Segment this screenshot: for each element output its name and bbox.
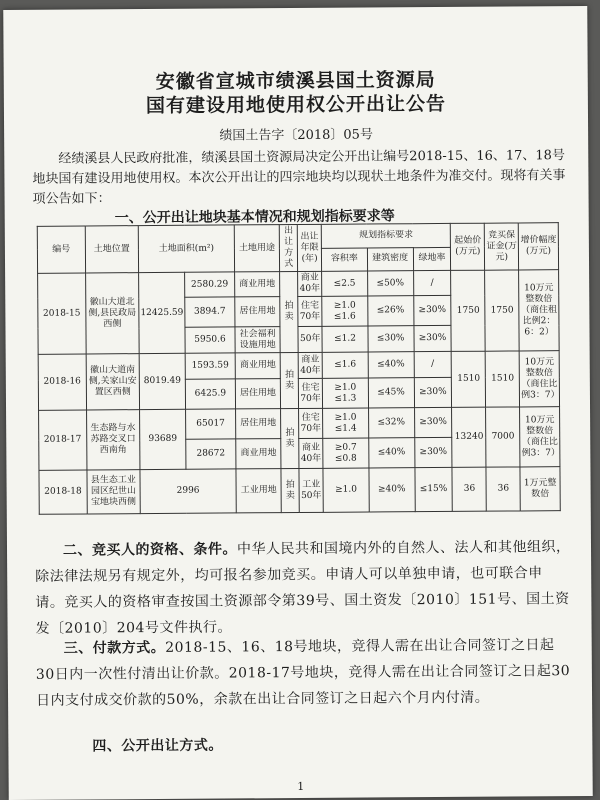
parcel-deposit: 1750 bbox=[485, 270, 519, 351]
sub-use: 居住用地 bbox=[235, 409, 281, 439]
header-row bbox=[37, 223, 558, 250]
parcel-id: 2018-17 bbox=[39, 410, 87, 470]
parcel-method: 拍卖 bbox=[280, 352, 298, 408]
sub-use: 居住用地 bbox=[235, 297, 281, 327]
sub-term: 工业50年 bbox=[299, 468, 323, 512]
parcel-increment: 10万元整数倍（商住租比例2：6：2） bbox=[519, 270, 559, 351]
section2 bbox=[35, 534, 572, 642]
sub-term: 住宅70年 bbox=[298, 296, 322, 326]
sub-green: ≥30% bbox=[413, 325, 451, 351]
sub-density: ≤40% bbox=[369, 438, 415, 468]
sub-use: 居住用地 bbox=[235, 379, 281, 409]
parcel-increment: 1万元整数倍 bbox=[520, 467, 560, 511]
parcel-increment: 10万元整数倍（商住比例3：7） bbox=[520, 407, 560, 467]
sub-density: ≤26% bbox=[368, 296, 414, 326]
sub-density: ≤40% bbox=[368, 352, 414, 378]
parcel-method: 拍卖 bbox=[280, 271, 298, 352]
sub-use: 商业用地 bbox=[236, 439, 282, 469]
sub-density: ≥40% bbox=[369, 468, 415, 512]
parcel-deposit: 1510 bbox=[485, 351, 519, 407]
sub-term: 商业40年 bbox=[298, 352, 322, 378]
sub-area: 28672 bbox=[186, 439, 236, 469]
sub-green: / bbox=[413, 270, 451, 295]
section4 bbox=[92, 730, 600, 760]
sub-green: / bbox=[414, 351, 452, 377]
document-number: 绩国土告字〔2018〕05号 bbox=[219, 127, 373, 144]
parcel-area-total: 8019.49 bbox=[139, 353, 185, 409]
sub-use: 商业用地 bbox=[234, 272, 280, 297]
parcel-location: 县生态工业园区纪世山宝地块西侧 bbox=[87, 470, 141, 514]
sub-far: ≥1.0 ≤1.4 bbox=[323, 408, 369, 438]
parcel-location: 徽山大道南侧,关家山安置区西侧 bbox=[86, 354, 140, 410]
page-number: 1 bbox=[297, 779, 305, 794]
sub-green: ≥30% bbox=[414, 407, 452, 437]
col-id: 编号 bbox=[37, 226, 85, 273]
section3-body: 2018-15、16、18号地块，竞得人需在出让合同签订之日起30日内一次性付清出让价款。2018-17号地块，竞得人需在出让合同签订之日起30日内支付成交价款的50%，余款在出让合同签订之日起六个月内付清。 bbox=[35, 637, 571, 709]
sub-area: 65017 bbox=[186, 409, 236, 439]
col-green: 绿地率 bbox=[413, 247, 451, 271]
sub-far: ≥0.7 ≤0.8 bbox=[323, 438, 369, 468]
col-plan: 规划指标要求 bbox=[321, 223, 450, 247]
sub-green: ≥30% bbox=[413, 295, 451, 325]
sub-use: 社会福利设施用地 bbox=[235, 327, 281, 353]
section1-title: 一、公开出让地块基本情况和规划指标要求等 bbox=[114, 208, 395, 227]
intro-paragraph: 经绩溪县人民政府批准，绩溪县国土资源局决定公开出让编号2018-15、16、17、18号地块国有建设用地使用权。本次公开出让的四宗地块均以现状土地条件为准交付。现将有关事项公告如下： bbox=[32, 148, 566, 207]
section2-heading: 二、竞买人的资格、条件。 bbox=[62, 541, 238, 559]
sub-area: 3894.7 bbox=[185, 297, 235, 327]
table-row bbox=[38, 270, 559, 299]
parcel-method: 拍卖 bbox=[281, 408, 299, 468]
sub-far: ≥1.0 ≤1.6 bbox=[322, 296, 368, 326]
sub-far: ≤1.2 bbox=[322, 326, 368, 352]
sub-area: 5950.6 bbox=[185, 327, 235, 353]
sub-density: ≤50% bbox=[367, 271, 413, 296]
document-page bbox=[3, 6, 593, 800]
parcel-start-price: 1510 bbox=[452, 351, 486, 407]
parcel-location: 生态路与水苏路交叉口西南角 bbox=[86, 410, 140, 470]
sub-use: 商业用地 bbox=[235, 353, 281, 379]
col-method: 出让方式 bbox=[280, 224, 298, 271]
section3-heading: 三、付款方式。 bbox=[63, 639, 166, 657]
parcel-table bbox=[37, 222, 561, 515]
title-line-1: 安徽省宣城市绩溪县国土资源局 bbox=[155, 69, 436, 93]
parcel-increment: 10万元整数倍（商住比例3：7） bbox=[519, 351, 559, 407]
table-row bbox=[39, 407, 560, 441]
section4-heading: 四、公开出让方式。 bbox=[92, 737, 223, 755]
table-row bbox=[38, 351, 559, 381]
title-line-2: 国有建设用地使用权公开出让公告 bbox=[145, 92, 446, 118]
sub-density: ≤30% bbox=[368, 326, 414, 352]
sub-term: 商业40年 bbox=[299, 438, 323, 468]
parcel-id: 2018-18 bbox=[39, 470, 87, 514]
parcel-area-total: 12425.59 bbox=[139, 272, 186, 353]
sub-far: ≤2.5 bbox=[322, 271, 368, 296]
col-term: 出让年限(年) bbox=[297, 224, 321, 271]
parcel-area-total: 93689 bbox=[140, 409, 186, 469]
parcel-method: 拍卖 bbox=[281, 468, 299, 512]
sub-density: ≤32% bbox=[368, 408, 414, 438]
sub-term: 住宅70年 bbox=[299, 378, 323, 408]
col-density: 建筑密度 bbox=[367, 247, 413, 271]
parcel-area-total: 2996 bbox=[140, 469, 236, 514]
table-row bbox=[39, 467, 560, 515]
parcel-start-price: 13240 bbox=[452, 407, 486, 467]
sub-far: ≥1.0 ≤1.3 bbox=[322, 378, 368, 408]
section2-body: 中华人民共和国境内外的自然人、法人和其他组织，除法律法规另有规定外，均可报名参加竞买。申请人可以单独申请，也可联合申请。竞买人的资格审查按国土资源部令第39号、国土资发〔2010〕151号、国土资发〔2010〕204号文件执行。 bbox=[35, 539, 571, 637]
col-area: 土地面积(m²) bbox=[138, 225, 234, 273]
sub-use: 工业用地 bbox=[236, 469, 282, 513]
col-use: 土地用途 bbox=[234, 225, 280, 272]
col-deposit: 竞买保证金(万元) bbox=[485, 223, 519, 270]
col-far: 容积率 bbox=[322, 248, 368, 272]
parcel-location: 徽山大道北侧,县民政局西侧 bbox=[85, 273, 139, 354]
parcel-deposit: 36 bbox=[486, 467, 520, 511]
sub-area: 2580.29 bbox=[185, 272, 235, 297]
sub-density: ≤45% bbox=[368, 378, 414, 408]
sub-green: ≥30% bbox=[414, 437, 452, 467]
parcel-deposit: 7000 bbox=[486, 407, 520, 467]
sub-term: 住宅70年 bbox=[299, 408, 323, 438]
parcel-id: 2018-15 bbox=[38, 273, 86, 354]
col-start-price: 起始价(万元) bbox=[451, 223, 485, 270]
col-location: 土地位置 bbox=[85, 226, 139, 273]
sub-area: 1593.59 bbox=[185, 353, 235, 379]
col-increment: 增价幅度(万元) bbox=[518, 223, 558, 270]
sub-term: 商业40年 bbox=[298, 271, 322, 296]
parcel-start-price: 1750 bbox=[451, 270, 486, 351]
sub-green: ≤15% bbox=[414, 467, 452, 511]
parcel-id: 2018-16 bbox=[38, 354, 86, 410]
sub-area: 6425.9 bbox=[185, 379, 235, 409]
section3 bbox=[36, 632, 573, 714]
sub-term: 50年 bbox=[298, 326, 322, 352]
parcel-start-price: 36 bbox=[452, 467, 486, 511]
sub-green: ≥30% bbox=[414, 377, 452, 407]
sub-far: ≤1.6 bbox=[322, 352, 368, 378]
sub-far: ≥1.0 bbox=[323, 468, 369, 512]
